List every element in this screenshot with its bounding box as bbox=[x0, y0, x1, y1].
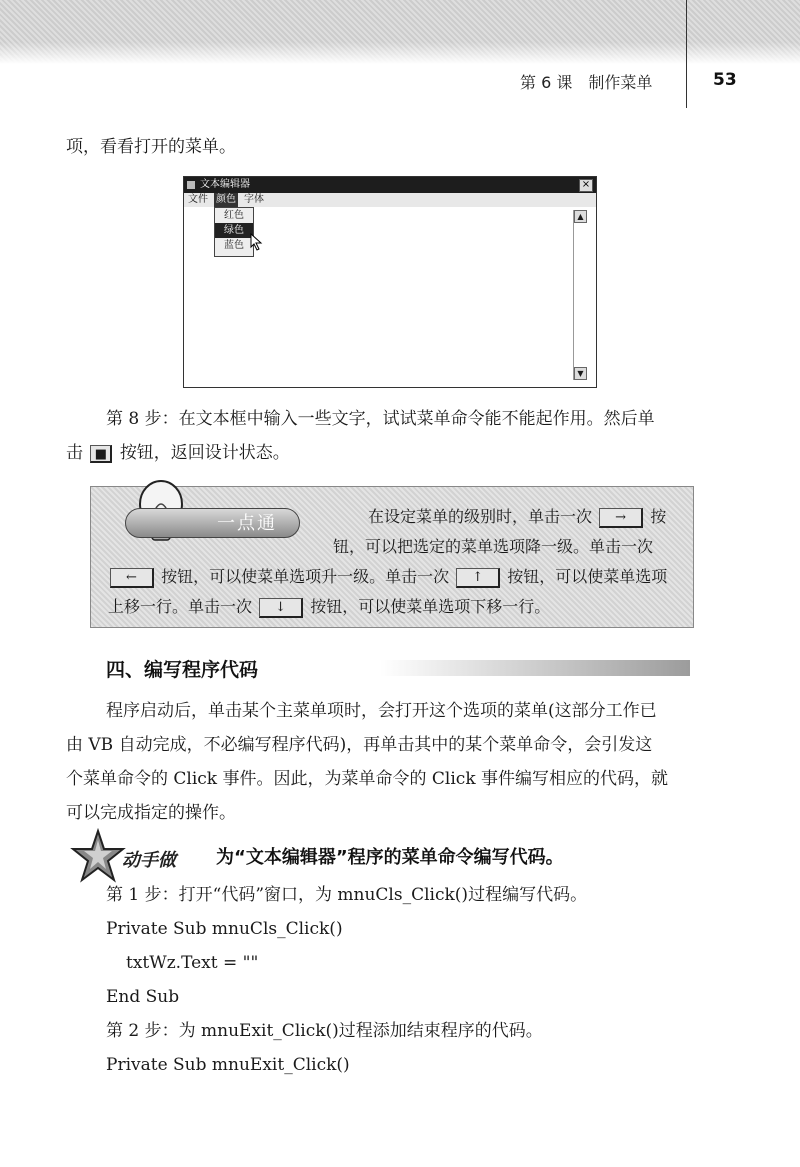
close-icon: × bbox=[579, 179, 593, 192]
menu-color: 颜色 bbox=[216, 194, 236, 205]
tip-line1-end: 按 bbox=[650, 507, 667, 526]
section-title: 四、编写程序代码 bbox=[106, 659, 259, 681]
code-line: End Sub bbox=[106, 987, 180, 1007]
right-arrow-button-icon: → bbox=[599, 508, 643, 528]
step1-line: 第 1 步：打开“代码”窗口，为 mnuCls_Click()过程编写代码。 bbox=[106, 885, 588, 905]
dropdown-item-green: 绿色 bbox=[215, 223, 253, 238]
left-arrow-button-icon: ← bbox=[110, 568, 154, 588]
star-icon bbox=[70, 828, 126, 884]
step8-line2 bbox=[66, 436, 290, 470]
section-para-line3: 个菜单命令的 Click 事件。因此，为菜单命令的 Click 事件编写相应的代码，就 bbox=[66, 769, 669, 789]
section-para-line1: 程序启动后，单击某个主菜单项时，会打开这个选项的菜单(这部分工作已 bbox=[106, 701, 657, 721]
menu-file: 文件 bbox=[188, 194, 208, 205]
scroll-up-icon: ▲ bbox=[574, 210, 587, 223]
window-menubar bbox=[184, 193, 596, 207]
scroll-down-icon: ▼ bbox=[574, 367, 587, 380]
window-icon bbox=[187, 181, 195, 189]
up-arrow-button-icon: ↑ bbox=[456, 568, 500, 588]
tip-line3-text-b: 按钮，可以使菜单选项 bbox=[507, 567, 668, 586]
code-line: txtWz.Text = "" bbox=[126, 953, 259, 973]
tip-line3 bbox=[108, 562, 667, 592]
dropdown-item-red: 红色 bbox=[224, 210, 244, 221]
tip-line2: 钮，可以把选定的菜单选项降一级。单击一次 bbox=[333, 537, 654, 556]
header-divider bbox=[686, 0, 687, 108]
code-line: Private Sub mnuExit_Click() bbox=[106, 1055, 350, 1075]
header-decoration bbox=[0, 0, 800, 64]
tip-line4 bbox=[108, 592, 550, 622]
dropdown-item-blue: 蓝色 bbox=[224, 240, 244, 251]
cursor-icon bbox=[250, 233, 264, 251]
text-scrollbar bbox=[573, 210, 586, 380]
code-line: Private Sub mnuCls_Click() bbox=[106, 919, 343, 939]
tip-line4-text-b: 按钮，可以使菜单选项下移一行。 bbox=[310, 597, 551, 616]
step8-line2-post: 按钮，返回设计状态。 bbox=[119, 443, 290, 463]
section-para-line4: 可以完成指定的操作。 bbox=[66, 803, 236, 823]
tip-line1-text: 在设定菜单的级别时，单击一次 bbox=[368, 507, 593, 526]
section-decoration bbox=[380, 660, 690, 676]
page-number: 53 bbox=[713, 70, 737, 90]
step8-line2-pre: 击 bbox=[66, 443, 83, 463]
lesson-title: 第 6 课 制作菜单 bbox=[520, 73, 653, 92]
tip-line4-text-a: 上移一行。单击一次 bbox=[108, 597, 253, 616]
tip-line3-text-a: 按钮，可以使菜单选项升一级。单击一次 bbox=[161, 567, 450, 586]
step2-line: 第 2 步：为 mnuExit_Click()过程添加结束程序的代码。 bbox=[106, 1021, 543, 1041]
activity-label: 动手做 bbox=[122, 850, 176, 871]
down-arrow-button-icon: ↓ bbox=[259, 598, 303, 618]
window-title: 文本编辑器 bbox=[200, 179, 250, 190]
menu-font: 字体 bbox=[244, 194, 264, 205]
intro-line: 项，看看打开的菜单。 bbox=[66, 137, 236, 157]
color-dropdown bbox=[214, 207, 254, 257]
section-para-line2: 由 VB 自动完成，不必编写程序代码)，再单击其中的某个菜单命令，会引发这 bbox=[66, 735, 653, 755]
editor-window-screenshot bbox=[183, 176, 597, 388]
tip-line1 bbox=[368, 502, 666, 532]
tip-badge: 一点通 bbox=[125, 508, 300, 538]
step8-line1: 第 8 步：在文本框中输入一些文字，试试菜单命令能不能起作用。然后单 bbox=[106, 409, 655, 429]
stop-button-icon: ■ bbox=[90, 445, 112, 463]
activity-title: 为“文本编辑器”程序的菜单命令编写代码。 bbox=[216, 847, 564, 868]
window-titlebar bbox=[184, 177, 596, 193]
